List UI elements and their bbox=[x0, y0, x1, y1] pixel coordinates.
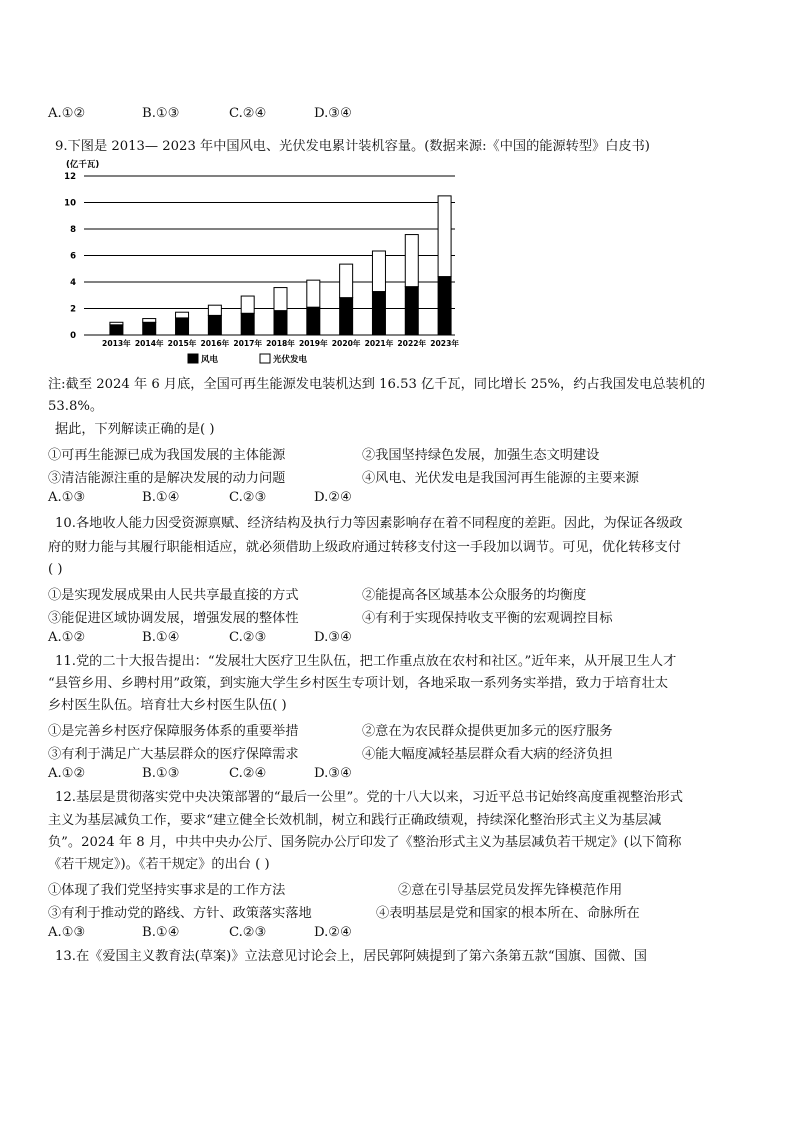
option-d: D.②④ bbox=[314, 925, 352, 940]
statement-2: ②意在为农民群众提供更加多元的医疗服务 bbox=[362, 724, 613, 739]
x-tick-label: 2017年 bbox=[233, 339, 263, 348]
q9-chart bbox=[60, 155, 480, 370]
x-tick-label: 2014年 bbox=[134, 339, 164, 348]
bar-wind bbox=[340, 298, 353, 335]
bar-wind bbox=[405, 287, 418, 335]
bar-solar bbox=[176, 312, 189, 318]
option-a: A.①② bbox=[48, 630, 86, 645]
bar-solar bbox=[372, 251, 385, 292]
statement-3: ③能促进区域协调发展，增强发展的整体性 bbox=[48, 611, 299, 626]
option-d: D.③④ bbox=[314, 106, 352, 121]
option-b: B.①③ bbox=[142, 766, 180, 781]
option-c: C.②④ bbox=[229, 766, 267, 781]
q11-statements-row1 bbox=[48, 720, 748, 737]
q13-stem-line1: 13.在《爱国主义教育法(草案)》立法意见讨论会上，居民郭阿姨提到了第六条第五款“国旗、国微、国 bbox=[55, 949, 647, 964]
q10-statements-row1 bbox=[48, 584, 748, 601]
y-tick-label: 4 bbox=[70, 278, 76, 288]
legend-swatch bbox=[188, 354, 198, 363]
q10-stem-line1: 10.各地收人能力因受资源禀赋、经济结构及执行力等因素影响存在着不同程度的差距。因此，为保证各级政 bbox=[55, 516, 683, 531]
bar-solar bbox=[405, 235, 418, 287]
option-a: A.①③ bbox=[48, 925, 86, 940]
q12-stem-line4: 《若干规定》)。《若干规定》的出台 ( ) bbox=[48, 857, 270, 872]
option-a: A.①③ bbox=[48, 490, 86, 505]
q12-stem-line3: 负”。2024 年 8 月，中共中央办公厅、国务院办公厅印发了《整治形式主义为基层减负若干规定》(以下简称 bbox=[48, 835, 682, 850]
statement-3: ③有利于推动党的路线、方针、政策落实落地 bbox=[48, 906, 312, 921]
option-d: D.③④ bbox=[314, 766, 352, 781]
option-c: C.②③ bbox=[229, 925, 267, 940]
bar-solar bbox=[340, 264, 353, 298]
statement-4: ④能大幅度减轻基层群众看大病的经济负担 bbox=[362, 747, 613, 762]
option-b: B.①④ bbox=[142, 925, 180, 940]
x-tick-label: 2013年 bbox=[102, 339, 131, 348]
option-a: A.①② bbox=[48, 106, 86, 121]
statement-4: ④表明基层是党和国家的根本所在、命脉所在 bbox=[376, 906, 640, 921]
option-b: B.①④ bbox=[142, 490, 180, 505]
statement-4: ④有利于实现保持收支平衡的宏观调控目标 bbox=[362, 611, 613, 626]
q9-stem: 9.下图是 2013— 2023 年中国风电、光伏发电累计装机容量。(数据来源:《中国的能源转型》白皮书) bbox=[55, 139, 650, 154]
option-c: C.②③ bbox=[229, 490, 267, 505]
bar-wind bbox=[176, 318, 189, 335]
statement-1: ①可再生能源已成为我国发展的主体能源 bbox=[48, 448, 286, 463]
y-axis-label: (亿千瓦) bbox=[66, 160, 100, 170]
bar-wind bbox=[274, 311, 287, 335]
stacked-bar-chart bbox=[60, 155, 480, 370]
q10-stem-line3: ( ) bbox=[48, 562, 63, 577]
q9-statements-row1 bbox=[48, 444, 748, 461]
y-tick-label: 0 bbox=[70, 331, 76, 341]
statement-3: ③有利于满足广大基层群众的医疗保障需求 bbox=[48, 747, 299, 762]
x-tick-label: 2022年 bbox=[397, 339, 427, 348]
x-tick-label: 2023年 bbox=[430, 339, 459, 348]
y-tick-label: 10 bbox=[64, 198, 76, 209]
bar-solar bbox=[241, 296, 254, 313]
option-d: D.②④ bbox=[314, 490, 352, 505]
q12-statements-row2 bbox=[48, 902, 748, 919]
bar-wind bbox=[241, 313, 254, 335]
q9-note-line1: 注:截至 2024 年 6 月底，全国可再生能源发电装机达到 16.53 亿千瓦，同比增长 25%，约占我国发电总装机的 bbox=[48, 377, 706, 392]
legend-label: 光伏发电 bbox=[273, 355, 308, 365]
y-tick-label: 8 bbox=[70, 225, 76, 235]
option-c: C.②④ bbox=[229, 106, 267, 121]
q11-stem-line3: 乡村医生队伍。培育壮大乡村医生队伍( ) bbox=[48, 698, 287, 713]
option-a: A.①② bbox=[48, 766, 86, 781]
x-tick-label: 2021年 bbox=[364, 339, 394, 348]
bar-wind bbox=[143, 322, 156, 335]
q11-stem-line1: 11.党的二十大报告提出：“发展壮大医疗卫生队伍，把工作重点放在农村和社区。”近年来，从开展卫生人才 bbox=[55, 654, 677, 669]
statement-1: ①是完善乡村医疗保障服务体系的重要举措 bbox=[48, 724, 299, 739]
statement-2: ②意在引导基层党员发挥先锋模范作用 bbox=[398, 883, 623, 898]
bar-solar bbox=[143, 319, 156, 323]
statement-2: ②能提高各区域基本公众服务的均衡度 bbox=[362, 588, 587, 603]
option-b: B.①③ bbox=[142, 106, 180, 121]
bar-wind bbox=[307, 307, 320, 335]
y-tick-label: 6 bbox=[70, 251, 76, 262]
option-d: D.③④ bbox=[314, 630, 352, 645]
bar-solar bbox=[208, 305, 221, 315]
statement-3: ③清洁能源注重的是解决发展的动力问题 bbox=[48, 471, 286, 486]
legend-swatch bbox=[260, 354, 270, 363]
bar-wind bbox=[110, 325, 123, 335]
q11-statements-row2 bbox=[48, 743, 748, 760]
x-tick-label: 2016年 bbox=[200, 339, 230, 348]
bar-wind bbox=[372, 292, 385, 335]
q9-note-line2: 53.8%。 bbox=[48, 399, 104, 414]
bar-solar bbox=[307, 280, 320, 307]
q9-prompt: 据此，下列解读正确的是( ) bbox=[55, 422, 215, 437]
bar-wind bbox=[208, 315, 221, 335]
q10-stem-line2: 府的财力能与其履行职能相适应，就必须借助上级政府通过转移支付这一手段加以调节。可见，优化转移支付 bbox=[48, 540, 681, 555]
option-b: B.①④ bbox=[142, 630, 180, 645]
bar-solar bbox=[110, 322, 123, 325]
x-tick-label: 2018年 bbox=[266, 339, 295, 348]
q12-stem-line2: 主义为基层减负工作，要求“建立健全长效机制，树立和践行正确政绩观，持续深化整治形式主义为基层减 bbox=[48, 813, 662, 828]
y-tick-label: 12 bbox=[64, 172, 76, 182]
q11-stem-line2: “县管乡用、乡聘村用”政策，到实施大学生乡村医生专项计划，各地采取一系列务实举措，致力于培育壮太 bbox=[48, 676, 669, 691]
statement-1: ①是实现发展成果由人民共享最直接的方式 bbox=[48, 588, 299, 603]
statement-4: ④风电、光伏发电是我国河再生能源的主要来源 bbox=[362, 471, 639, 486]
x-tick-label: 2015年 bbox=[167, 339, 197, 348]
y-tick-label: 2 bbox=[70, 304, 76, 315]
legend-label: 风电 bbox=[201, 355, 219, 365]
q12-stem-line1: 12.基层是贯彻落实党中央决策部署的“最后一公里”。党的十八大以来，习近平总书记始终高度重视整治形式 bbox=[55, 790, 683, 805]
q12-statements-row1 bbox=[48, 879, 748, 896]
q10-statements-row2 bbox=[48, 607, 748, 624]
bar-wind bbox=[438, 277, 451, 335]
q9-statements-row2 bbox=[48, 467, 748, 484]
statement-2: ②我国坚持绿色发展，加强生态文明建设 bbox=[362, 448, 600, 463]
bar-solar bbox=[438, 196, 451, 277]
bar-solar bbox=[274, 288, 287, 311]
x-tick-label: 2019年 bbox=[298, 339, 328, 348]
option-c: C.②③ bbox=[229, 630, 267, 645]
x-tick-label: 2020年 bbox=[331, 339, 361, 348]
statement-1: ①体现了我们党坚持实事求是的工作方法 bbox=[48, 883, 286, 898]
